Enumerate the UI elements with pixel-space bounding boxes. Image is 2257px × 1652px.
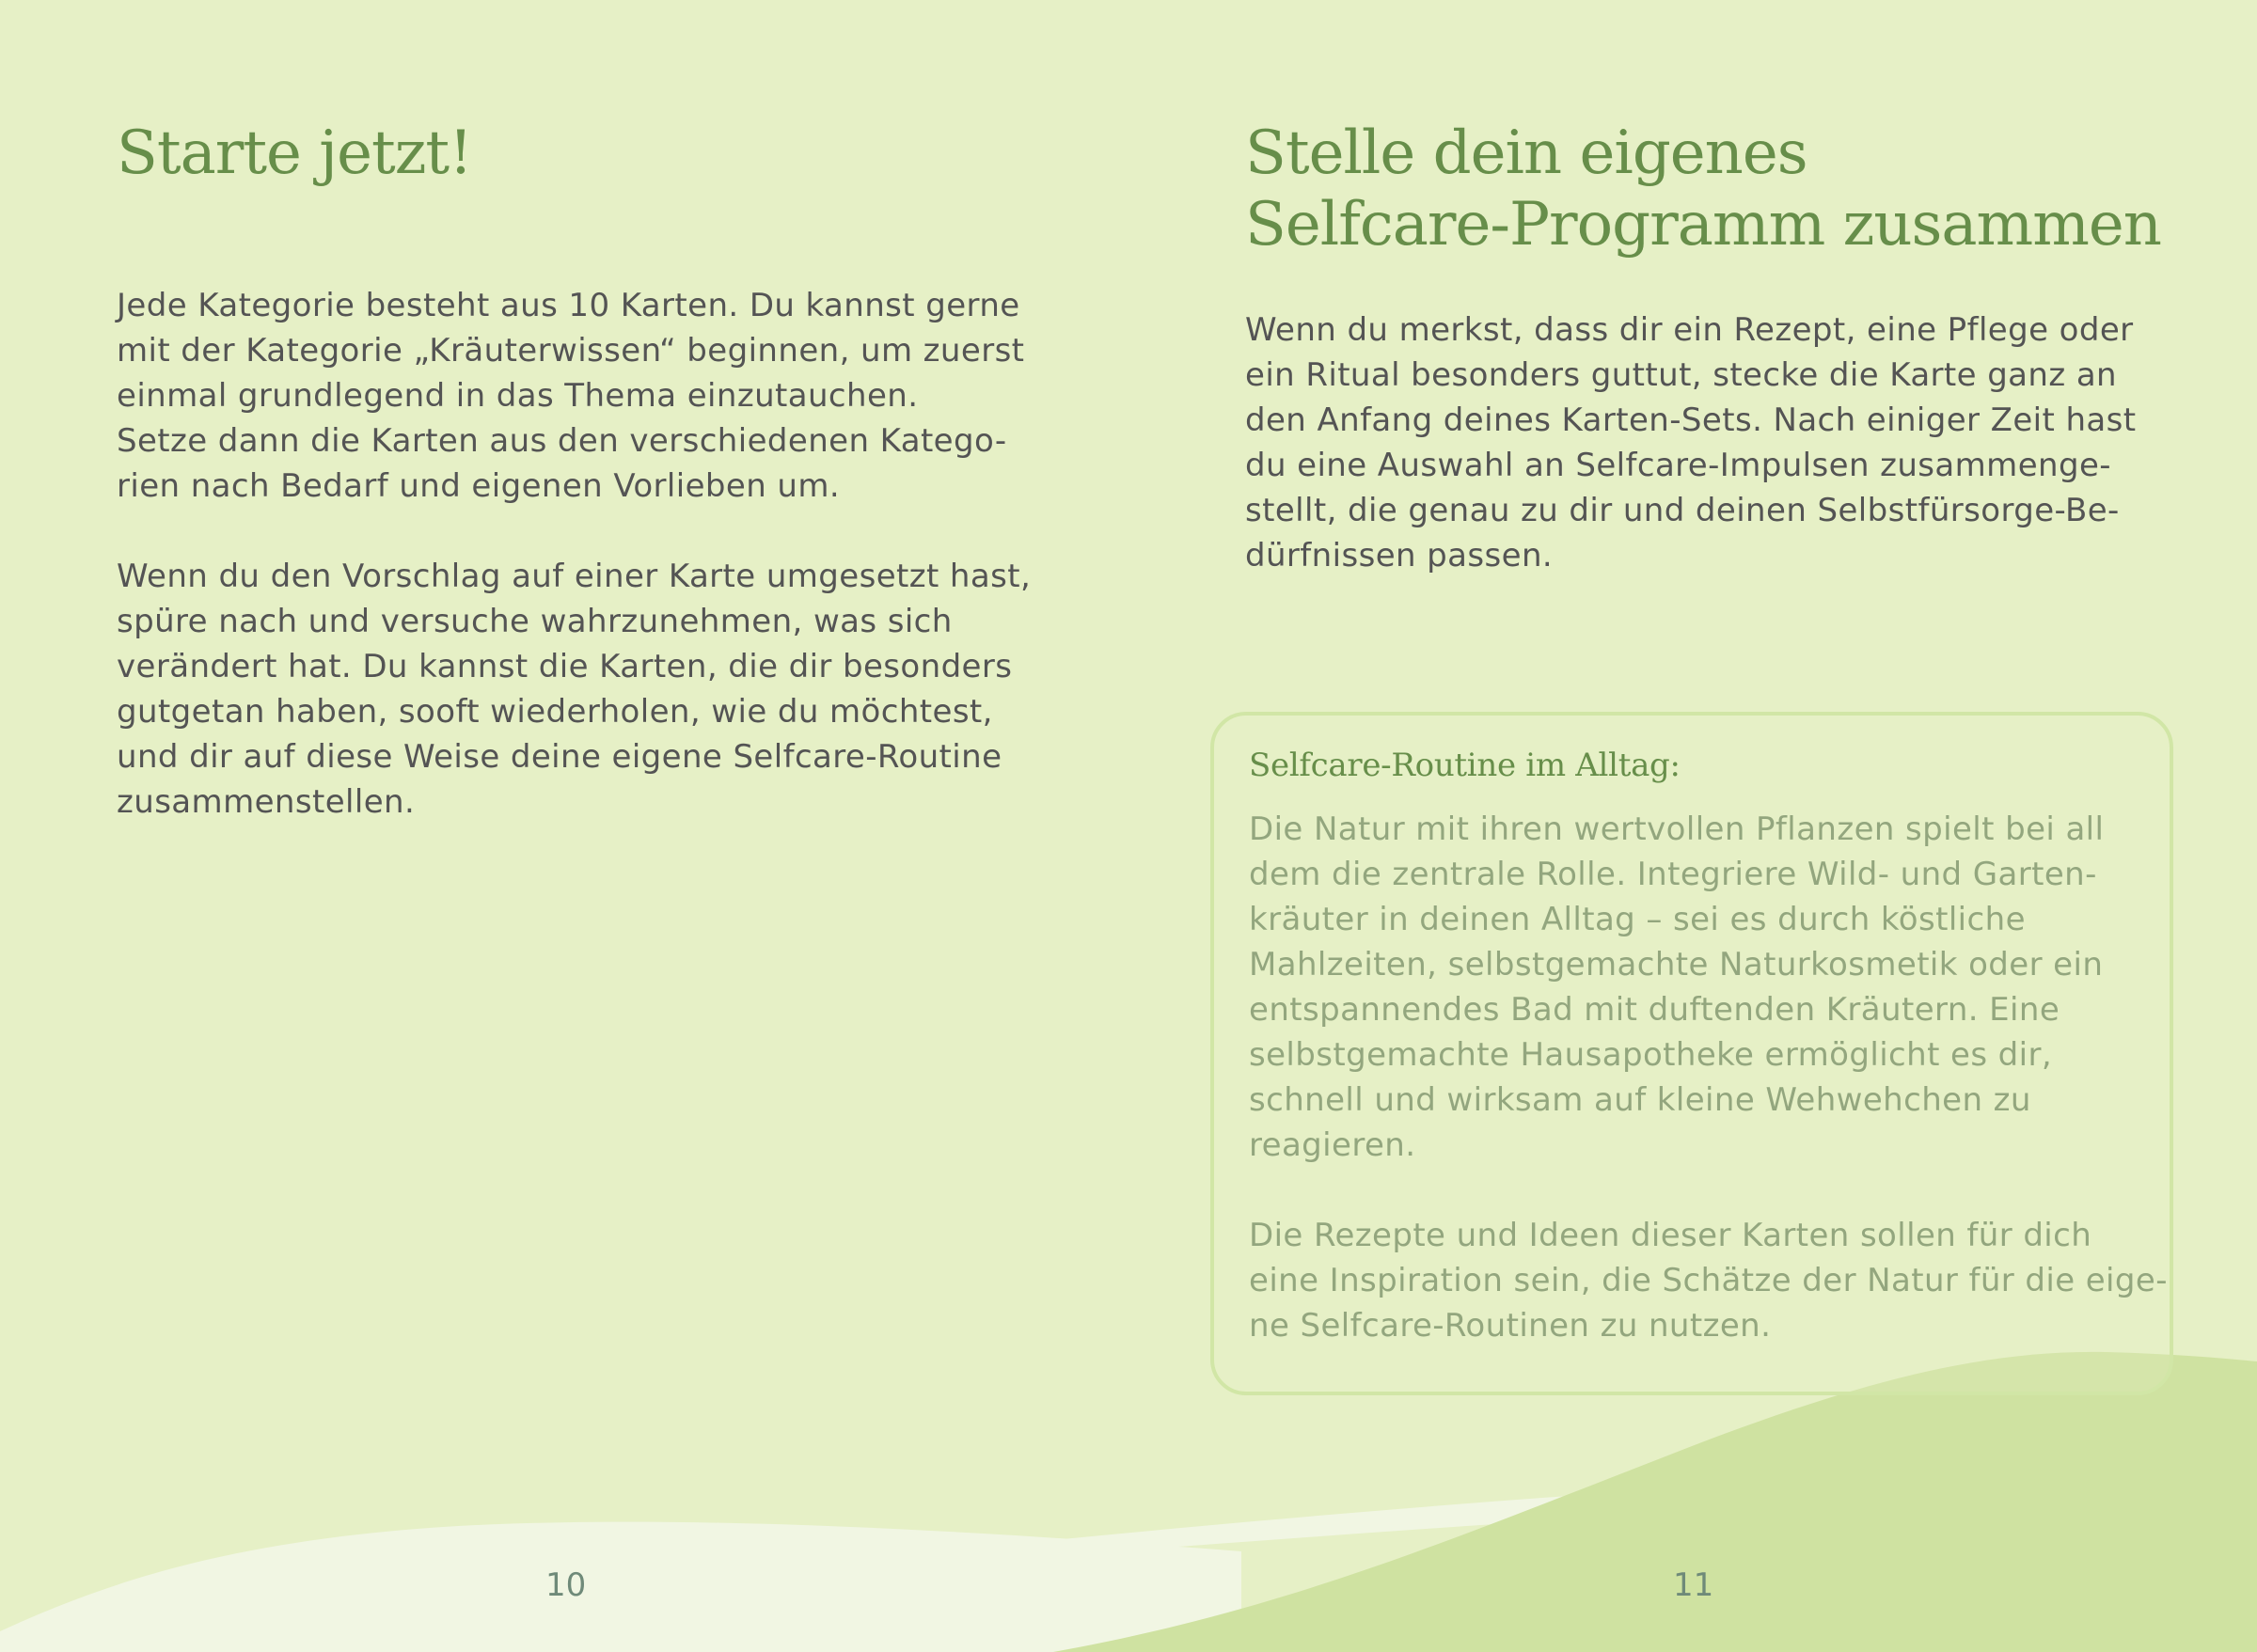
box-paragraph-line: reagieren. xyxy=(1249,1126,1416,1164)
box-paragraph-line: ne Selfcare-Routinen zu nutzen. xyxy=(1249,1307,1772,1345)
selfcare-routine-box xyxy=(1210,712,2173,1395)
box-paragraph-line: Die Rezepte und Ideen dieser Karten sollen für dich xyxy=(1249,1217,2092,1254)
right-paragraph-line: ein Ritual besonders guttut, stecke die Karte ganz an xyxy=(1245,356,2117,394)
selfcare-routine-title: Selfcare-Routine im Alltag: xyxy=(1249,747,1681,784)
selfcare-routine-paragraph xyxy=(1249,807,2142,1168)
left-page xyxy=(117,118,1038,825)
right-intro-paragraph xyxy=(1245,307,2167,578)
left-paragraph-line: Setze dann die Karten aus den verschiedenen Katego- xyxy=(117,422,1007,460)
box-paragraph-line: kräuter in deinen Alltag – sei es durch köstliche xyxy=(1249,901,2026,938)
left-reflection-paragraph xyxy=(117,554,1038,825)
left-paragraph-line: zusammenstellen. xyxy=(117,783,416,821)
selfcare-inspiration-paragraph xyxy=(1249,1213,2168,1348)
right-paragraph-line: du eine Auswahl an Selfcare-Impulsen zusammenge- xyxy=(1245,447,2111,484)
left-paragraph-line: rien nach Bedarf und eigenen Vorlieben um. xyxy=(117,467,841,505)
box-paragraph-line: dem die zentrale Rolle. Integriere Wild- und Garten- xyxy=(1249,856,2097,893)
box-paragraph-line: schnell und wirksam auf kleine Wehwehchen zu xyxy=(1249,1081,2031,1119)
left-page-title: Starte jetzt! xyxy=(117,118,472,188)
right-paragraph-line: stellt, die genau zu dir und deinen Selbstfürsorge-Be- xyxy=(1245,492,2120,529)
right-paragraph-line: dürfnissen passen. xyxy=(1245,537,1554,574)
right-paragraph-line: den Anfang deines Karten-Sets. Nach einiger Zeit hast xyxy=(1245,401,2137,439)
right-title-line: Selfcare-Programm zusammen xyxy=(1245,190,2161,260)
box-paragraph-line: eine Inspiration sein, die Schätze der Natur für die eige- xyxy=(1249,1262,2168,1299)
right-page-number: 11 xyxy=(1673,1566,1714,1604)
box-paragraph-line: Die Natur mit ihren wertvollen Pflanzen spielt bei all xyxy=(1249,810,2105,848)
left-paragraph-line: gutgetan haben, sooft wiederholen, wie du möchtest, xyxy=(117,693,993,731)
selfcare-routine-box-content xyxy=(1249,744,2168,1348)
right-paragraph-line: Wenn du merkst, dass dir ein Rezept, eine Pflege oder xyxy=(1245,311,2134,349)
left-paragraph-line: einmal grundlegend in das Thema einzutauchen. xyxy=(117,377,919,415)
left-paragraph-line: Wenn du den Vorschlag auf einer Karte umgesetzt hast, xyxy=(117,558,1032,595)
box-paragraph-line: entspannendes Bad mit duftenden Kräutern. Eine xyxy=(1249,991,2060,1029)
box-paragraph-line: Mahlzeiten, selbstgemachte Naturkosmetik oder ein xyxy=(1249,946,2104,983)
left-intro-paragraph xyxy=(117,283,1038,509)
left-paragraph-line: spüre nach und versuche wahrzunehmen, was sich xyxy=(117,603,953,640)
right-page-title xyxy=(1245,118,2167,260)
left-paragraph-line: und dir auf diese Weise deine eigene Selfcare-Routine xyxy=(117,738,1002,776)
right-title-line: Stelle dein eigenes xyxy=(1245,118,1807,188)
left-paragraph-line: Jede Kategorie besteht aus 10 Karten. Du kannst gerne xyxy=(117,287,1020,324)
left-page-number: 10 xyxy=(545,1566,587,1604)
left-paragraph-line: mit der Kategorie „Kräuterwissen“ beginnen, um zuerst xyxy=(117,332,1025,370)
box-paragraph-line: selbstgemachte Hausapotheke ermöglicht es dir, xyxy=(1249,1036,2053,1074)
left-paragraph-line: verändert hat. Du kannst die Karten, die dir besonders xyxy=(117,648,1013,685)
right-page xyxy=(1245,118,2167,578)
